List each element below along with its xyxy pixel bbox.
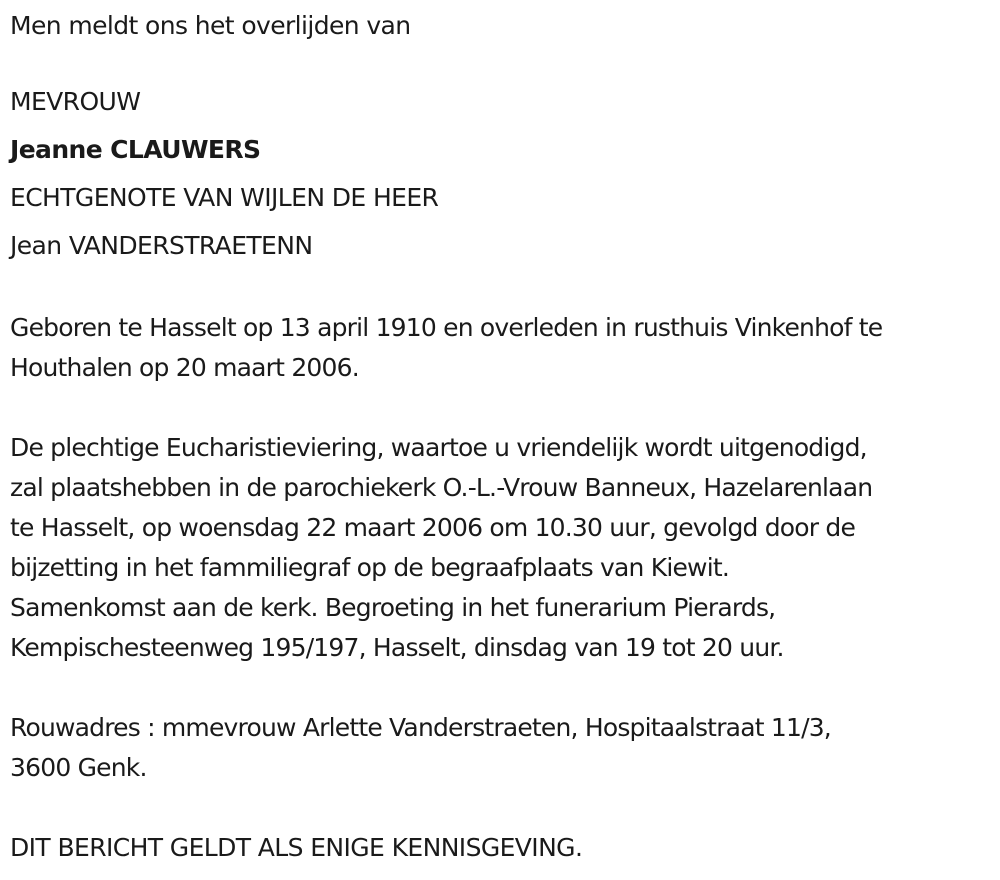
spouse-label: ECHTGENOTE VAN WIJLEN DE HEER <box>10 183 439 212</box>
birth-death-paragraph <box>10 308 994 388</box>
paragraph-line: Rouwadres : mmevrouw Arlette Vanderstraeten, Hospitaalstraat 11/3, <box>10 713 831 742</box>
deceased-name: Jeanne CLAUWERS <box>10 135 261 164</box>
paragraph-line: Houthalen op 20 maart 2006. <box>10 353 359 382</box>
ceremony-paragraph <box>10 428 994 668</box>
spouse-name: Jean VANDERSTRAETENN <box>10 231 313 260</box>
spacer <box>10 788 994 828</box>
paragraph-line: bijzetting in het fammiliegraf op de begraafplaats van Kiewit. <box>10 553 729 582</box>
intro-text: Men meldt ons het overlijden van <box>10 11 411 40</box>
title-text: MEVROUW <box>10 87 141 116</box>
paragraph-line: 3600 Genk. <box>10 753 147 782</box>
deceased-block <box>10 78 994 270</box>
paragraph-line: De plechtige Eucharistieviering, waartoe u vriendelijk wordt uitgenodigd, <box>10 433 867 462</box>
paragraph-line: Kempischesteenweg 195/197, Hasselt, dinsdag van 19 tot 20 uur. <box>10 633 784 662</box>
paragraph-line: Samenkomst aan de kerk. Begroeting in het funerarium Pierards, <box>10 593 776 622</box>
address-paragraph <box>10 708 994 788</box>
spacer <box>10 270 994 310</box>
spacer <box>10 388 994 428</box>
paragraph-line: te Hasselt, op woensdag 22 maart 2006 om 10.30 uur, gevolgd door de <box>10 513 856 542</box>
closing-text: DIT BERICHT GELDT ALS ENIGE KENNISGEVING. <box>10 833 583 862</box>
spacer <box>10 668 994 708</box>
death-notice <box>10 6 994 868</box>
paragraph-line: Geboren te Hasselt op 13 april 1910 en overleden in rusthuis Vinkenhof te <box>10 313 883 342</box>
spacer <box>10 46 994 78</box>
paragraph-line: zal plaatshebben in de parochiekerk O.-L.-Vrouw Banneux, Hazelarenlaan <box>10 473 873 502</box>
